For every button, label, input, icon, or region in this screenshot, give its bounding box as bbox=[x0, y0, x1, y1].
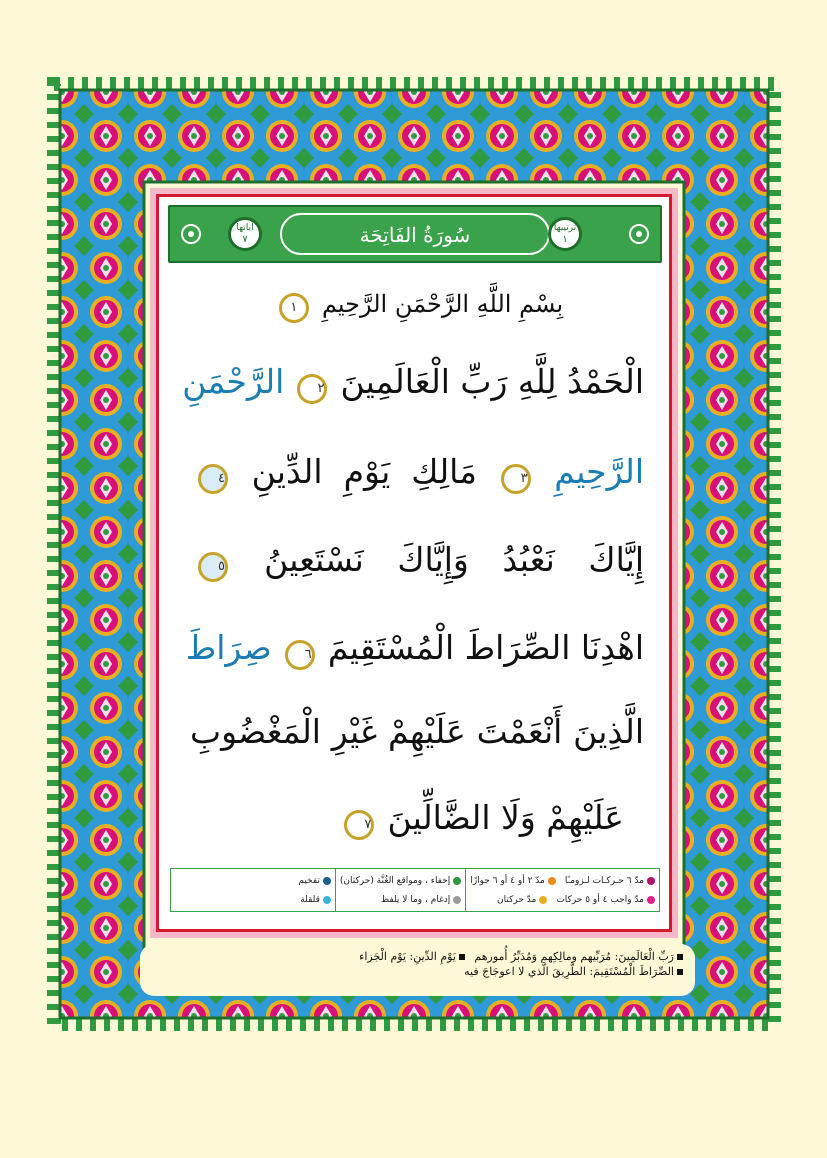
verse-text: إِيَّاكَ نَعْبُدُ وَإِيَّاكَ نَسْتَعِينُ bbox=[264, 540, 644, 579]
verse-line-6 bbox=[190, 798, 644, 840]
legend-item bbox=[470, 876, 655, 886]
legend-label: مدّ ٦ حـركـات لـزومـًا bbox=[564, 875, 644, 886]
verse-line-3 bbox=[190, 540, 644, 582]
legend-label: إخفاء ، ومواقع الغُنَّة (حركتان) bbox=[339, 875, 451, 886]
legend-label: مدّ واجب ٤ أو ٥ حركات bbox=[556, 894, 644, 905]
bullet-icon bbox=[677, 969, 683, 975]
verses-label: آياتها bbox=[236, 223, 254, 233]
legend-item bbox=[340, 895, 461, 905]
basmala-line bbox=[190, 290, 644, 323]
legend-item bbox=[175, 895, 331, 905]
madd-wajib-dot-icon bbox=[647, 896, 655, 904]
verse-text: الرَّحْمَنِ bbox=[182, 362, 285, 401]
order-number: ١ bbox=[562, 234, 568, 245]
verse-marker-2: ٢ bbox=[297, 374, 327, 404]
legend-label: إدغام ، وما لا يلفظ bbox=[380, 894, 451, 905]
legend-item bbox=[470, 895, 655, 905]
footnote-text: يَوْمِ الدِّينِ: يَوْم الْجَزاء bbox=[359, 950, 456, 963]
verse-text: صِرَاطَ bbox=[185, 628, 272, 667]
verse-marker-6: ٦ bbox=[285, 640, 315, 670]
legend-column-tafkhim bbox=[171, 869, 335, 911]
madd-2-dot-icon bbox=[539, 896, 547, 904]
surah-title-cartouche bbox=[280, 213, 550, 255]
legend-label: قلقلة bbox=[300, 894, 320, 905]
verses-number: ٧ bbox=[242, 234, 248, 245]
legend-label: مدّ حركتان bbox=[497, 894, 537, 905]
verse-marker-5: ٥ bbox=[198, 552, 228, 582]
flower-ornament-icon bbox=[180, 223, 202, 245]
legend-column-madd bbox=[465, 869, 659, 911]
legend-label: مدّ ٢ أو ٤ أو ٦ جوازًا bbox=[470, 875, 545, 886]
footnote-text: رَبِّ الْعَالَمِينَ: مُرَبِّيهم ومالِكِهم وَمُدَبِّرُ أُمورهم bbox=[474, 950, 674, 963]
verses-count-medal bbox=[228, 217, 262, 251]
footnote-line-2 bbox=[152, 965, 683, 978]
surah-header-banner bbox=[168, 205, 662, 263]
madd-6-dot-icon bbox=[647, 877, 655, 885]
verse-line-5 bbox=[190, 712, 644, 751]
verse-marker-1: ١ bbox=[279, 293, 309, 323]
surah-title: سُورَةُ الفَاتِحَة bbox=[359, 223, 471, 247]
surah-order-medal bbox=[548, 217, 582, 251]
verse-marker-7: ٧ bbox=[344, 810, 374, 840]
verse-line-2 bbox=[190, 452, 644, 494]
tajweed-legend bbox=[170, 868, 660, 912]
verse-line-1 bbox=[182, 362, 644, 404]
legend-column-ghunna bbox=[335, 869, 465, 911]
verse-marker-4: ٤ bbox=[198, 464, 228, 494]
word-meanings-footnotes bbox=[140, 944, 695, 996]
tafkhim-dot-icon bbox=[323, 877, 331, 885]
verse-text: اهْدِنَا الصِّرَاطَ الْمُسْتَقِيمَ bbox=[327, 628, 644, 667]
verse-marker-3: ٣ bbox=[501, 464, 531, 494]
bullet-icon bbox=[677, 954, 683, 960]
footnote-line-1 bbox=[152, 950, 683, 963]
flower-ornament-icon bbox=[628, 223, 650, 245]
ikhfa-dot-icon bbox=[453, 877, 461, 885]
madd-246-dot-icon bbox=[548, 877, 556, 885]
footnote-text: الصِّرَاطَ الْمُسْتَقِيمَ: الطَّرِيقَ الَّذي لا اعوجَاجَ فيه bbox=[464, 965, 674, 978]
basmala-text: بِسْمِ اللَّهِ الرَّحْمَنِ الرَّحِيمِ bbox=[321, 290, 564, 318]
idgham-dot-icon bbox=[453, 896, 461, 904]
verse-text: الَّذِينَ أَنْعَمْتَ عَلَيْهِمْ غَيْرِ الْمَغْضُوبِ bbox=[190, 712, 644, 751]
verse-text: مَالِكِ يَوْمِ الدِّينِ bbox=[251, 452, 477, 491]
legend-item bbox=[340, 876, 461, 886]
legend-item bbox=[175, 876, 331, 886]
qalqala-dot-icon bbox=[323, 896, 331, 904]
verse-text: الْحَمْدُ لِلَّهِ رَبِّ الْعَالَمِينَ bbox=[340, 362, 644, 401]
verse-line-4 bbox=[185, 628, 644, 670]
bullet-icon bbox=[459, 954, 465, 960]
verse-text: الرَّحِيمِ bbox=[554, 452, 645, 491]
verse-text: عَلَيْهِمْ وَلَا الضَّالِّينَ bbox=[387, 798, 624, 837]
order-label: ترتيبها bbox=[553, 223, 577, 233]
legend-label: تفخيم bbox=[298, 875, 320, 886]
